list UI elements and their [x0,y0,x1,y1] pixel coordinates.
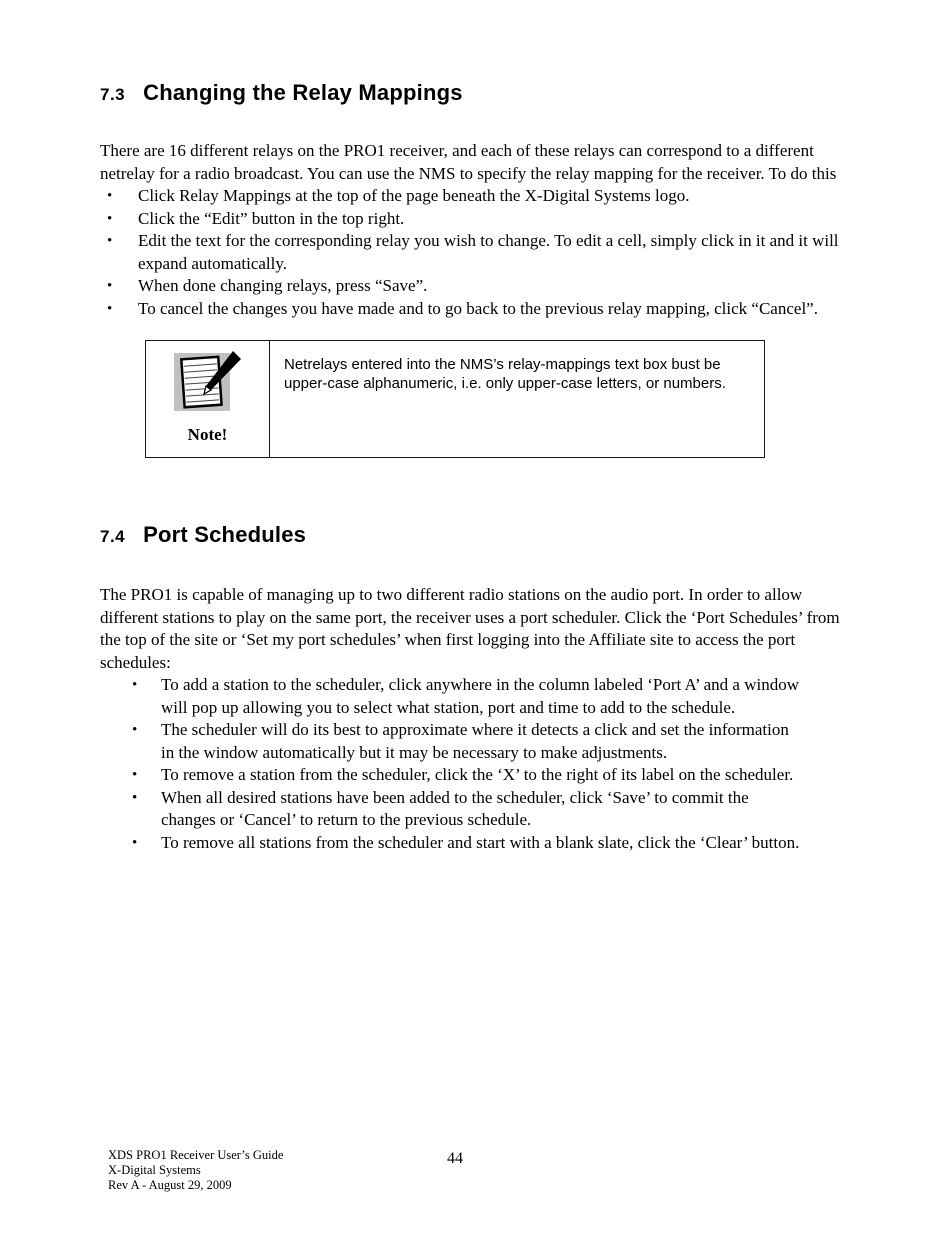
list-item [100,208,852,231]
section-heading-7-4 [100,522,852,548]
bullet-icon: • [132,834,138,851]
bullet-text: To remove all stations from the scheduler and start with a blank slate, click the ‘Clear’ button. [161,832,800,852]
list-item [100,832,801,855]
bullet-text: Click Relay Mappings at the top of the page beneath the X-Digital Systems logo. [138,186,690,205]
footer-line-guide: XDS PRO1 Receiver User’s Guide [108,1148,284,1162]
section-intro-7-4: The PRO1 is capable of managing up to two different radio stations on the audio port. In order to allow different stations to play on the same port, the receiver uses a port scheduler. Click the ‘Port Schedules’ from the top of the site or ‘Set my port schedules’ when first logging into the Affiliate site to access the port schedules: [100,585,840,672]
section-number: 7.4 [100,527,126,546]
list-item [100,230,852,275]
bullet-text: When done changing relays, press “Save”. [138,276,428,295]
section-intro-7-3: There are 16 different relays on the PRO1 receiver, and each of these relays can correspond to a different netrelay for a radio broadcast. You can use the NMS to specify the relay mapping for the receiver. To do this [100,141,837,183]
note-box [145,340,765,458]
bullet-list-7-3 [100,185,852,320]
list-item [100,764,801,787]
list-item [100,674,801,719]
list-item [100,298,852,321]
bullet-text: The scheduler will do its best to approximate where it detects a click and set the information in the window automatically but it may be necessary to make adjustments. [161,720,789,762]
bullet-icon: • [132,789,138,806]
note-text: Netrelays entered into the NMS’s relay-mappings text box bust be upper-case alphanumeric, i.e. only upper-case letters, or numbers. [284,356,726,392]
section-title: Port Schedules [143,522,307,547]
bullet-list-7-4 [100,674,852,854]
bullet-icon: • [107,300,113,317]
bullet-text: When all desired stations have been added to the scheduler, click ‘Save’ to commit the changes or ‘Cancel’ to return to the previous schedule. [161,787,749,829]
page-content [100,80,852,854]
bullet-text: To cancel the changes you have made and to go back to the previous relay mapping, click “Cancel”. [138,298,818,318]
footer-line-revision: Rev A - August 29, 2009 [108,1178,232,1192]
bullet-text: Edit the text for the corresponding relay you wish to change. To edit a cell, simply click in it and it will expand automatically. [138,231,839,273]
note-icon-cell [146,341,270,457]
bullet-text: To add a station to the scheduler, click anywhere in the column labeled ‘Port A’ and a window will pop up allowing you to select what station, port and time to add to the schedule. [161,675,799,717]
footer-line-company: X-Digital Systems [108,1163,201,1177]
note-label: Note! [187,425,228,444]
list-item [100,719,801,764]
section-title: Changing the Relay Mappings [143,80,463,105]
bullet-icon: • [107,233,113,249]
section-heading-7-3 [100,80,852,106]
bullet-icon: • [132,722,138,738]
section-number: 7.3 [100,85,126,104]
bullet-icon: • [107,210,113,227]
bullet-icon: • [132,677,138,693]
bullet-icon: • [132,767,138,783]
list-item [100,185,852,208]
list-item [100,275,852,298]
notepad-pencil-icon [171,350,245,421]
bullet-icon: • [107,278,113,294]
bullet-text: Click the “Edit” button in the top right. [138,208,405,228]
bullet-text: To remove a station from the scheduler, click the ‘X’ to the right of its label on the scheduler. [161,765,794,784]
list-item [100,787,801,832]
bullet-icon: • [107,188,113,204]
page-number: 44 [447,1150,463,1167]
